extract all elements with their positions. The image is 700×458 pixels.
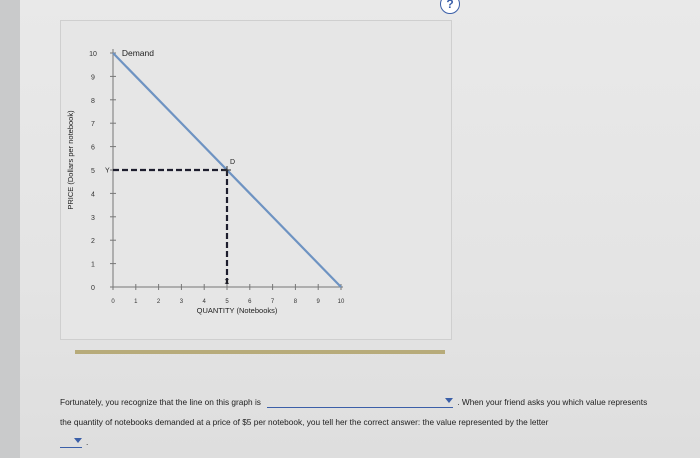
y-tick-label: 10 — [89, 51, 97, 58]
chevron-down-icon — [74, 438, 82, 443]
annotation-d: D — [230, 159, 236, 166]
help-icon[interactable]: ? — [440, 0, 460, 14]
x-tick-label: 0 — [111, 299, 115, 305]
annotation-demand: Demand — [121, 48, 154, 58]
x-tick-label: 2 — [156, 299, 161, 305]
divider — [75, 350, 445, 354]
question-part1: Fortunately, you recognize that the line on this graph is — [60, 397, 261, 407]
x-tick-label: 6 — [248, 299, 252, 305]
x-tick-label: 5 — [225, 299, 229, 305]
answer-dropdown-2[interactable] — [60, 437, 82, 448]
x-tick-label: 7 — [270, 299, 275, 305]
y-tick-label: 3 — [91, 214, 95, 222]
question-text — [60, 392, 660, 452]
question-part2: . When your friend asks you which value represents the quantity of notebooks demanded at a price of $5 per notebook, you tell her the correct answer: the value represented by the letter — [60, 397, 648, 427]
y-axis-title: PRICE (Dollars per notebook) — [66, 110, 75, 210]
annotation-y: Y — [105, 167, 110, 175]
x-tick-label: 8 — [293, 299, 298, 305]
x-tick-label: 9 — [316, 299, 320, 305]
question-panel — [20, 0, 700, 458]
x-tick-label: 3 — [179, 299, 184, 305]
y-tick-label: 2 — [91, 238, 95, 246]
answer-dropdown-1[interactable] — [267, 397, 453, 408]
y-tick-label: 6 — [91, 144, 95, 152]
graph-panel — [60, 20, 452, 340]
x-tick-label: 4 — [202, 299, 206, 305]
y-tick-label: 7 — [91, 121, 95, 129]
x-tick-label: 1 — [134, 299, 138, 305]
x-axis-title: QUANTITY (Notebooks) — [196, 306, 278, 315]
demand-chart — [61, 21, 451, 339]
chevron-down-icon — [445, 398, 453, 403]
question-part3: . — [86, 437, 89, 447]
x-tick-label: 10 — [337, 299, 345, 305]
y-tick-label: 0 — [91, 285, 95, 292]
y-tick-label: 9 — [91, 74, 95, 82]
y-tick-label: 5 — [91, 168, 95, 175]
y-tick-label: 1 — [91, 261, 95, 269]
annotation-x: X — [224, 279, 230, 286]
y-tick-label: 4 — [91, 191, 95, 199]
y-tick-label: 8 — [91, 97, 95, 105]
